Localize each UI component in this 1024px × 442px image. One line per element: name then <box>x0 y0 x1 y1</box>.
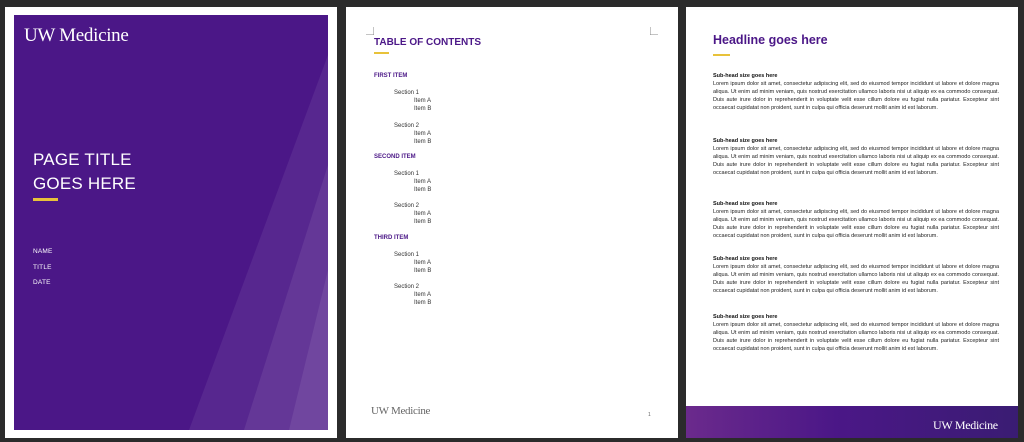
page-title <box>33 148 136 196</box>
cover-panel <box>14 15 328 430</box>
toc-group-third[interactable]: THIRD ITEM <box>374 235 409 241</box>
toc-item[interactable]: Item A <box>414 211 432 217</box>
toc-item[interactable]: Item A <box>414 98 432 104</box>
toc-item[interactable]: Item A <box>414 292 432 298</box>
headline-accent-bar <box>713 54 730 56</box>
subhead: Sub-head size goes here <box>713 256 778 262</box>
subhead: Sub-head size goes here <box>713 138 778 144</box>
content-block <box>713 200 999 240</box>
content-block <box>713 255 999 295</box>
uw-medicine-footer-logo: UW Medicine <box>371 405 431 417</box>
cover-diagonal-stripes <box>14 15 328 430</box>
content-block <box>713 313 999 353</box>
toc-section[interactable]: Section 2 <box>394 203 420 209</box>
toc-item[interactable]: Item B <box>414 187 432 193</box>
toc-section[interactable]: Section 1 <box>394 171 420 177</box>
body-paragraph: Lorem ipsum dolor sit amet, consectetur adipiscing elit, sed do eiusmod tempor incididunt ut labore et dolore magna aliqua. Ut enim ad minim veniam, quis nostrud exercitation ullamco laboris nisi ut aliquip ex ea commodo consequat. Duis aute irure dolor in reprehenderit in voluptate velit esse cillum dolore eu fugiat nulla pariatur. Excepteur sint occaecat cupidatat non proident, sunt in culpa qui officia deserunt mollit anim id est laborum. <box>713 146 999 176</box>
toc-group-first[interactable]: FIRST ITEM <box>374 73 408 79</box>
subhead: Sub-head size goes here <box>713 314 778 320</box>
toc-item[interactable]: Item A <box>414 179 432 185</box>
toc-item[interactable]: Item A <box>414 260 432 266</box>
cover-date-field: DATE <box>33 279 51 286</box>
uw-medicine-footer-logo: UW Medicine <box>933 418 998 432</box>
toc-section[interactable]: Section 2 <box>394 284 420 290</box>
uw-medicine-logo: UW Medicine <box>24 25 129 46</box>
page-title-line-2: GOES HERE <box>33 174 136 193</box>
page-number: 1 <box>648 412 651 418</box>
crop-mark-top-left-icon <box>366 27 374 35</box>
toc-heading: TABLE OF CONTENTS <box>374 37 482 48</box>
body-paragraph: Lorem ipsum dolor sit amet, consectetur adipiscing elit, sed do eiusmod tempor incididunt ut labore et dolore magna aliqua. Ut enim ad minim veniam, quis nostrud exercitation ullamco laboris nisi ut aliquip ex ea commodo consequat. Duis aute irure dolor in reprehenderit in voluptate velit esse cillum dolore eu fugiat nulla pariatur. Excepteur sint occaecat cupidatat non proident, sunt in culpa qui officia deserunt mollit anim id est laborum. <box>713 81 999 111</box>
toc-section[interactable]: Section 1 <box>394 252 420 258</box>
body-paragraph: Lorem ipsum dolor sit amet, consectetur adipiscing elit, sed do eiusmod tempor incididunt ut labore et dolore magna aliqua. Ut enim ad minim veniam, quis nostrud exercitation ullamco laboris nisi ut aliquip ex ea commodo consequat. Duis aute irure dolor in reprehenderit in voluptate velit esse cillum dolore eu fugiat nulla pariatur. Excepteur sint occaecat cupidatat non proident, sunt in culpa qui officia deserunt mollit anim id est laborum. <box>713 264 999 294</box>
toc-item[interactable]: Item B <box>414 300 432 306</box>
body-paragraph: Lorem ipsum dolor sit amet, consectetur adipiscing elit, sed do eiusmod tempor incididunt ut labore et dolore magna aliqua. Ut enim ad minim veniam, quis nostrud exercitation ullamco laboris nisi ut aliquip ex ea commodo consequat. Duis aute irure dolor in reprehenderit in voluptate velit esse cillum dolore eu fugiat nulla pariatur. Excepteur sint occaecat cupidatat non proident, sunt in culpa qui officia deserunt mollit anim id est laborum. <box>713 322 999 352</box>
toc-item[interactable]: Item B <box>414 106 432 112</box>
page-title-line-1: PAGE TITLE <box>33 150 132 169</box>
toc-accent-bar <box>374 52 389 54</box>
toc-section[interactable]: Section 1 <box>394 90 420 96</box>
headline: Headline goes here <box>713 33 828 47</box>
toc-item[interactable]: Item B <box>414 139 432 145</box>
body-content-page <box>686 7 1018 438</box>
table-of-contents-page <box>346 7 678 438</box>
body-paragraph: Lorem ipsum dolor sit amet, consectetur adipiscing elit, sed do eiusmod tempor incididunt ut labore et dolore magna aliqua. Ut enim ad minim veniam, quis nostrud exercitation ullamco laboris nisi ut aliquip ex ea commodo consequat. Duis aute irure dolor in reprehenderit in voluptate velit esse cillum dolore eu fugiat nulla pariatur. Excepteur sint occaecat cupidatat non proident, sunt in culpa qui officia deserunt mollit anim id est laborum. <box>713 209 999 239</box>
toc-group-second[interactable]: SECOND ITEM <box>374 154 416 160</box>
toc-item[interactable]: Item B <box>414 268 432 274</box>
title-accent-bar <box>33 198 58 201</box>
cover-page <box>5 7 337 438</box>
subhead: Sub-head size goes here <box>713 201 778 207</box>
toc-item[interactable]: Item B <box>414 219 432 225</box>
content-block <box>713 137 999 177</box>
content-block <box>713 72 999 112</box>
toc-item[interactable]: Item A <box>414 131 432 137</box>
cover-name-field: NAME <box>33 248 53 255</box>
cover-title-field: TITLE <box>33 264 52 271</box>
subhead: Sub-head size goes here <box>713 73 778 79</box>
crop-mark-top-right-icon <box>650 27 658 35</box>
toc-section[interactable]: Section 2 <box>394 123 420 129</box>
